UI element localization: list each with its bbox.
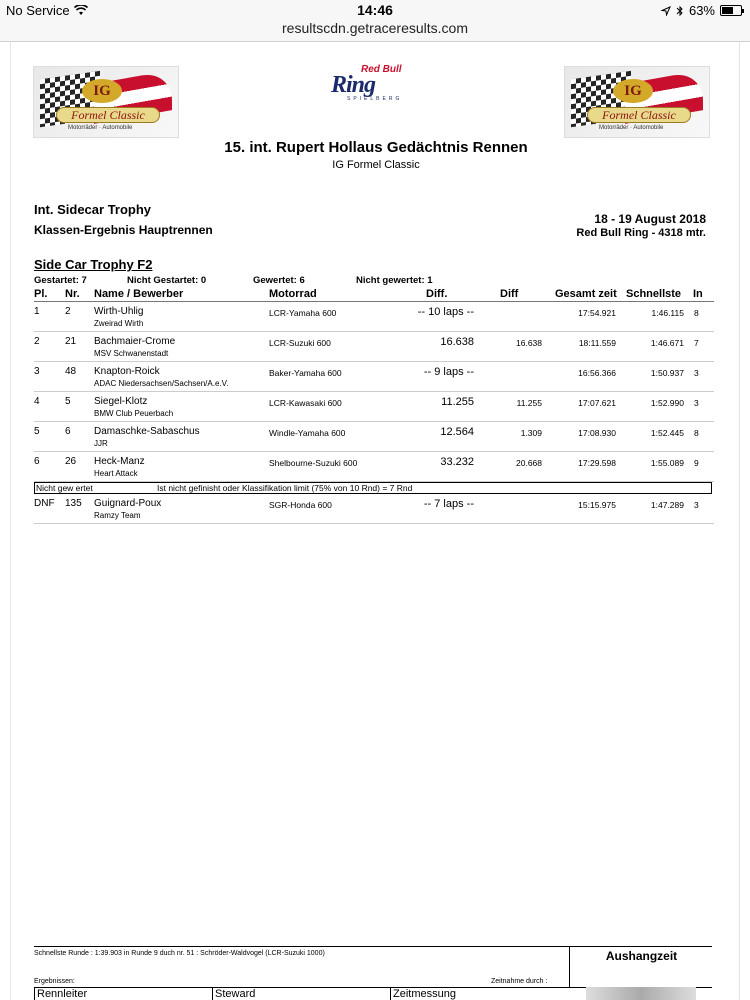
cell-pl: 4 (34, 396, 40, 407)
col-fast: Schnellste (626, 288, 682, 300)
results-table-header (34, 288, 714, 302)
ig-badge: IG (82, 79, 122, 103)
cell-in: 3 (694, 398, 699, 408)
table-row (34, 362, 714, 392)
event-venue: Red Bull Ring - 4318 mtr. (576, 227, 706, 239)
zeitnahme-label: Zeitnahme durch : (491, 978, 548, 985)
sig-steward: Steward (212, 988, 390, 1000)
col-total: Gesamt zeit (555, 288, 617, 300)
clock: 14:46 (357, 2, 393, 18)
cell-nr: 48 (65, 366, 77, 377)
cell-in: 9 (694, 458, 699, 468)
bluetooth-icon (676, 5, 684, 17)
cell-nr: 5 (65, 396, 71, 407)
cell-name: Damaschke-Sabaschus (94, 426, 200, 437)
dnf-total: 15:15.975 (578, 500, 616, 510)
rb-brand: Red Bull (361, 64, 402, 75)
results-document (10, 42, 740, 1000)
ig-formel-classic-logo-right (564, 66, 710, 138)
ig-formel-classic-logo-left (33, 66, 179, 138)
cell-diff: 11.255 (441, 396, 474, 408)
col-name: Name / Bewerber (94, 288, 184, 300)
cell-fast: 1:52.990 (650, 398, 684, 408)
cell-total: 17:54.921 (578, 308, 616, 318)
cell-name: Bachmaier-Crome (94, 336, 176, 347)
cell-total: 17:08.930 (578, 428, 616, 438)
cell-fast: 1:52.445 (650, 428, 684, 438)
event-subtitle: IG Formel Classic (332, 159, 420, 171)
cell-diff: -- 10 laps -- (417, 306, 474, 318)
cell-team: Heart Attack (94, 469, 138, 478)
cell-team: JJR (94, 439, 108, 448)
cell-diff: 12.564 (440, 426, 474, 438)
cell-fast: 1:55.089 (650, 458, 684, 468)
cell-in: 8 (694, 428, 699, 438)
cell-diff2: 16.638 (516, 338, 542, 348)
table-row (34, 392, 714, 422)
cell-pl: 5 (34, 426, 40, 437)
cell-moto: Shelbourne-Suzuki 600 (269, 458, 358, 468)
col-diff2: Diff (500, 288, 519, 300)
nicht-gewertet-reason: Ist nicht gefinisht oder Klassifikation limit (75% von 10 Rnd) = 7 Rnd (157, 483, 413, 493)
logo-script: Formel Classic (56, 107, 160, 123)
carrier-label: No Service (6, 3, 70, 18)
cell-nr: 21 (65, 336, 77, 347)
cell-pl: 2 (34, 336, 40, 347)
cell-in: 3 (694, 368, 699, 378)
col-pl: Pl. (34, 288, 48, 300)
cell-nr: 26 (65, 456, 77, 467)
cell-pl: 6 (34, 456, 40, 467)
cell-diff: -- 9 laps -- (423, 366, 474, 378)
cell-team: Zweirad Wirth (94, 319, 144, 328)
cell-name: Siegel-Klotz (94, 396, 148, 407)
fastest-lap: Schnellste Runde : 1:39.903 in Runde 9 duch nr. 51 : Schröder-Waldvogel (LCR-Suzuki 1000) (34, 950, 325, 957)
cell-nr: 6 (65, 426, 71, 437)
cell-fast: 1:50.937 (650, 368, 684, 378)
table-row (34, 332, 714, 362)
sig-rennleiter: Rennleiter (34, 988, 212, 1000)
class-title: Side Car Trophy F2 (34, 257, 153, 272)
cell-team: MSV Schwanenstadt (94, 349, 169, 358)
cell-diff2: 1.309 (520, 428, 542, 438)
trophy-title: Int. Sidecar Trophy (34, 202, 152, 217)
cell-total: 16:56.366 (578, 368, 616, 378)
nicht-gewertet-bar (34, 482, 712, 494)
col-in: In (693, 288, 703, 300)
ergebnissen-label: Ergebnissen: (34, 978, 75, 985)
cell-pl: 3 (34, 366, 40, 377)
cell-total: 17:29.598 (578, 458, 616, 468)
dnf-name: Guignard-Poux (94, 498, 162, 509)
logo-script: Formel Classic (587, 107, 691, 123)
cell-diff: 16.638 (440, 336, 474, 348)
event-title: 15. int. Rupert Hollaus Gedächtnis Rennen (224, 139, 528, 156)
cell-moto: LCR-Yamaha 600 (269, 308, 337, 318)
cell-total: 17:07.621 (578, 398, 616, 408)
cell-fast: 1:46.115 (651, 308, 684, 318)
count-gewertet: Gewertet: 6 (253, 275, 305, 286)
cell-pl: 1 (34, 306, 40, 317)
aushangzeit-box (569, 947, 712, 987)
cell-diff2: 20.668 (516, 458, 542, 468)
battery-percent: 63% (688, 3, 715, 18)
cell-team: ADAC Niedersachsen/Sachsen/A.e.V. (94, 379, 229, 388)
ig-badge: IG (613, 79, 653, 103)
count-nicht-gestartet: Nicht Gestartet: 0 (127, 275, 207, 286)
cell-in: 7 (694, 338, 699, 348)
status-right (661, 3, 742, 18)
dnf-row (34, 494, 714, 524)
red-bull-ring-logo (327, 62, 423, 106)
cell-total: 18:11.559 (578, 338, 616, 348)
sig-zeitmessung: Zeitmessung (390, 988, 568, 1000)
cell-diff: 33.232 (440, 456, 474, 468)
cell-team: BMW Club Peuerbach (94, 409, 174, 418)
cell-diff2: 11.255 (516, 398, 542, 408)
battery-icon (720, 5, 742, 16)
logo-subline: Motorräder · Automobile (68, 125, 133, 131)
status-bar (0, 0, 750, 20)
cell-name: Heck-Manz (94, 456, 145, 467)
count-nicht-gewertet: Nicht gewertet: 1 (356, 275, 433, 286)
dnf-moto: SGR-Honda 600 (269, 500, 332, 510)
rb-place: SPIELBERG (347, 96, 403, 102)
aushangzeit-label: Aushangzeit (605, 949, 678, 963)
cell-moto: Windle-Yamaha 600 (269, 428, 346, 438)
location-icon (661, 6, 671, 16)
rb-ring-text: Ring (331, 72, 376, 98)
cell-name: Wirth-Uhlig (94, 306, 144, 317)
cell-moto: LCR-Suzuki 600 (269, 338, 331, 348)
timing-logo (586, 987, 696, 1000)
dnf-diff: -- 7 laps -- (423, 498, 474, 510)
cell-fast: 1:46.671 (650, 338, 684, 348)
logo-subline: Motorräder · Automobile (599, 125, 664, 131)
col-moto: Motorrad (269, 288, 317, 300)
nicht-gewertet-label: Nicht gew ertet (36, 483, 93, 493)
cell-moto: Baker-Yamaha 600 (269, 368, 342, 378)
table-row (34, 302, 714, 332)
cell-nr: 2 (65, 306, 71, 317)
cell-moto: LCR-Kawasaki 600 (269, 398, 342, 408)
dnf-team: Ramzy Team (94, 511, 141, 520)
cell-in: 8 (694, 308, 699, 318)
dnf-in: 3 (694, 500, 699, 510)
cell-name: Knapton-Roick (94, 366, 160, 377)
url-bar[interactable]: resultscdn.getraceresults.com (0, 20, 750, 42)
table-row (34, 452, 714, 482)
dnf-pl: DNF (34, 498, 55, 509)
klassen-title: Klassen-Ergebnis Hauptrennen (34, 223, 213, 237)
count-gestartet: Gestartet: 7 (34, 275, 87, 286)
dnf-nr: 135 (65, 498, 82, 509)
table-row (34, 422, 714, 452)
col-diff: Diff. (426, 288, 448, 300)
dnf-fast: 1:47.289 (650, 500, 684, 510)
event-date: 18 - 19 August 2018 (594, 212, 706, 226)
col-nr: Nr. (65, 288, 80, 300)
